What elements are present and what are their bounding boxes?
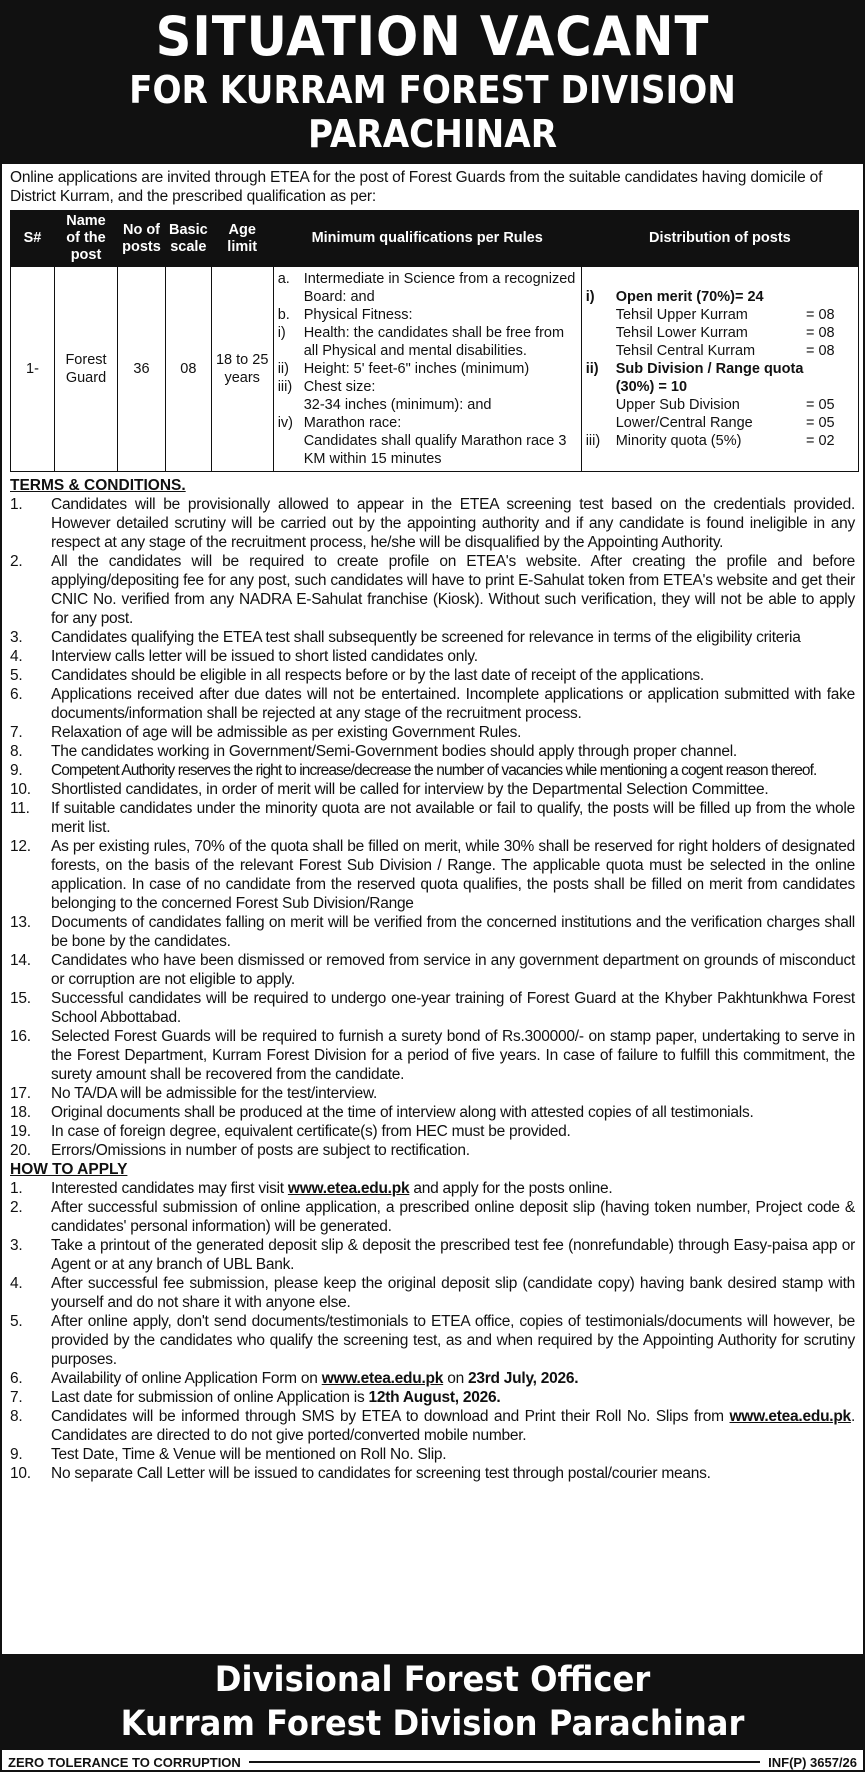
list-item: 10. Shortlisted candidates, in order of merit will be called for interview by the Departmental Selection Committee.: [10, 781, 769, 798]
col-header-posts: No of posts: [118, 211, 166, 267]
page-title: SITUATION VACANT: [155, 5, 710, 68]
footer-reference: INF(P) 3657/26: [768, 1754, 857, 1770]
footer: [2, 1752, 863, 1772]
distribution-item: ii) Sub Division / Range quota (30%) = 10: [585, 361, 804, 395]
list-item: 9. Test Date, Time & Venue will be mentioned on Roll No. Slip.: [10, 1446, 447, 1463]
signature-banner: [2, 1654, 863, 1750]
intro-paragraph: Online applications are invited through ETEA for the post of Forest Guards from the suitable candidates having domicile of District Kurram, and the prescribed qualification as per:: [10, 169, 823, 205]
list-item: 1. Interested candidates may first visit www.etea.edu.pk and apply for the posts online.: [10, 1180, 613, 1197]
distribution-item: Lower/Central Range = 05: [615, 415, 835, 431]
list-item: 13. Documents of candidates falling on merit will be verified from the concerned institutions and the verification charges shall be bone by the candidates.: [10, 914, 855, 950]
list-item: 4. Interview calls letter will be issued to short listed candidates only.: [10, 648, 478, 665]
terms-section: [2, 476, 863, 1160]
col-header-age: Age limit: [211, 211, 273, 267]
posts-table: [10, 210, 859, 472]
cell-post-name: Forest Guard: [55, 267, 118, 472]
col-header-name: Name of the post: [55, 211, 118, 267]
qualification-item: iv) Marathon race:: [277, 415, 402, 431]
table-row: [11, 267, 859, 472]
col-header-sno: S#: [11, 211, 55, 267]
availability-date: 23rd July, 2026.: [468, 1370, 579, 1387]
list-item: 17. No TA/DA will be admissible for the test/interview.: [10, 1085, 378, 1102]
terms-list: [10, 495, 855, 1160]
cell-no-of-posts: 36: [118, 267, 166, 472]
list-item: 9. Competent Authority reserves the right to increase/decrease the number of vacancies while mentioning a cogent reason thereof.: [10, 762, 817, 779]
list-item: 14. Candidates who have been dismissed or removed from service in any government department on grounds of misconduct or corruption are not eligible to apply.: [10, 952, 855, 988]
list-item: 5. Candidates should be eligible in all respects before or by the last date of receipt of the applications.: [10, 667, 704, 684]
col-header-qualifications: Minimum qualifications per Rules: [273, 211, 581, 267]
qualification-item: b. Physical Fitness:: [277, 307, 413, 323]
list-item: 1. Candidates will be provisionally allowed to appear in the ETEA screening test based on the credentials provided. However detailed scrutiny will be carried out by the appointing authority and if any candidate is found ineligible in any respect at any stage of the recruitment process, he/she will be disqualified by the Appointing Authority.: [10, 496, 855, 551]
distribution-item: Upper Sub Division = 05: [615, 397, 835, 413]
qualification-item: iii) Chest size:: [277, 379, 376, 395]
qualification-item: 32-34 inches (minimum): and: [303, 397, 492, 413]
list-item: 7. Last date for submission of online Application is 12th August, 2026.: [10, 1389, 501, 1406]
qualification-item: ii) Height: 5' feet-6" inches (minimum): [277, 361, 530, 377]
list-item: 15. Successful candidates will be required to undergo one-year training of Forest Guard at the Khyber Pakhtunkhwa Forest School Abbottabad.: [10, 990, 855, 1026]
last-date: 12th August, 2026.: [368, 1389, 501, 1406]
cell-age-limit: 18 to 25 years: [211, 267, 273, 472]
how-to-apply-heading: HOW TO APPLY: [10, 1161, 128, 1178]
list-item: 18. Original documents shall be produced at the time of interview along with attested copies of all testimonials.: [10, 1104, 754, 1121]
list-item: 7. Relaxation of age will be admissible as per existing Government Rules.: [10, 724, 522, 741]
list-item: 12. As per existing rules, 70% of the quota shall be filled on merit, while 30% shall be reserved for right holders of designated forests, on the basis of the relevant Forest Sub Division / Range. The applicable quota must be selected in the online application. In case of no candidate from the reserved quota qualifies, the posts shall be filled on merit from candidates belonging to the concerned Forest Sub Division/Range: [10, 838, 855, 912]
qualification-item: a. Intermediate in Science from a recognized Board: and: [277, 271, 576, 305]
qualification-item: i) Health: the candidates shall be free from all Physical and mental disabilities.: [277, 325, 565, 359]
cell-sno: 1-: [11, 267, 55, 472]
page-subtitle: FOR KURRAM FOREST DIVISION PARACHINAR: [129, 68, 736, 156]
list-item: 3. Take a printout of the generated deposit slip & deposit the prescribed test fee (nonrefundable) through Easy-paisa app or Agent or at any branch of UBL Bank.: [10, 1237, 855, 1273]
list-item: 10. No separate Call Letter will be issued to candidates for screening test through postal/courier means.: [10, 1465, 711, 1482]
distribution-item: Tehsil Upper Kurram = 08: [615, 307, 835, 323]
cell-qualifications: [273, 267, 581, 472]
etea-website-link[interactable]: www.etea.edu.pk: [729, 1408, 851, 1425]
distribution-item: Tehsil Lower Kurram = 08: [615, 325, 835, 341]
footer-slogan: ZERO TOLERANCE TO CORRUPTION: [8, 1754, 241, 1770]
list-item: 4. After successful fee submission, please keep the original deposit slip (candidate copy) having bank desired stamp with yourself and do not share it with anyone else.: [10, 1275, 855, 1311]
footer-divider: [249, 1761, 760, 1763]
etea-website-link[interactable]: www.etea.edu.pk: [321, 1370, 444, 1387]
list-item: 2. After successful submission of online application, a prescribed online deposit slip (having token number, Project code & candidates' personal information) will be generated.: [10, 1199, 855, 1235]
list-item: 8. Candidates will be informed through SMS by ETEA to download and Print their Roll No. Slips from www.etea.edu.pk. Candidates are directed to do not give ported/converted mobile number.: [10, 1408, 855, 1444]
list-item: 2. All the candidates will be required to create profile on ETEA's website. After creating the profile and before applying/depositing fee for any post, such candidates will have to print E-Sahulat token from ETEA's website and get their CNIC No. verified from any NADRA E-Sahulat franchise (Kiosk). Without such verification, they will not be able to apply for any post.: [10, 553, 855, 627]
table-header-row: [11, 211, 859, 267]
list-item: 6. Applications received after due dates will not be entertained. Incomplete applications or application submitted with fake documents/information shall be rejected at any stage of the recruitment process.: [10, 686, 855, 722]
list-item: 3. Candidates qualifying the ETEA test shall subsequently be screened for relevance in terms of the eligibility criteria: [10, 629, 801, 646]
distribution-item: Tehsil Central Kurram = 08: [615, 343, 835, 359]
list-item: 8. The candidates working in Government/Semi-Government bodies should apply through proper channel.: [10, 743, 737, 760]
signatory-office: Kurram Forest Division Parachinar: [120, 1704, 745, 1744]
list-item: 20. Errors/Omissions in number of posts are subject to rectification.: [10, 1142, 470, 1159]
list-item: 19. In case of foreign degree, equivalent certificate(s) from HEC must be provided.: [10, 1123, 571, 1140]
col-header-scale: Basic scale: [166, 211, 212, 267]
cell-distribution: [581, 267, 858, 472]
terms-heading: TERMS & CONDITIONS.: [10, 477, 186, 494]
list-item: 5. After online apply, don't send documents/testimonials to ETEA office, copies of testimonials/documents will however, be provided by the candidates who qualify the screening test, as and when required by the Appointing Authority for scrutiny purposes.: [10, 1313, 855, 1368]
qualification-item: Candidates shall qualify Marathon race 3 KM within 15 minutes: [303, 433, 567, 467]
header-banner: [2, 2, 863, 164]
signatory-designation: Divisional Forest Officer: [214, 1660, 651, 1700]
distribution-item: iii) Minority quota (5%) = 02: [585, 433, 835, 449]
etea-website-link[interactable]: www.etea.edu.pk: [287, 1180, 410, 1197]
list-item: 11. If suitable candidates under the minority quota are not available or fail to qualify, the posts will be filled up from the whole merit list.: [10, 800, 855, 836]
cell-basic-scale: 08: [166, 267, 212, 472]
list-item: 16. Selected Forest Guards will be required to furnish a surety bond of Rs.300000/- on stamp paper, undertaking to serve in the Forest Department, Kurram Forest Division for a period of five years. In case of failure to fulfill this commitment, the surety amount shall be recovered from the candidate.: [10, 1028, 855, 1083]
col-header-distribution: Distribution of posts: [581, 211, 858, 267]
distribution-item: i) Open merit (70%)= 24: [585, 289, 764, 305]
list-item: 6. Availability of online Application Form on www.etea.edu.pk on 23rd July, 2026.: [10, 1370, 579, 1387]
how-to-apply-section: [2, 1160, 863, 1483]
